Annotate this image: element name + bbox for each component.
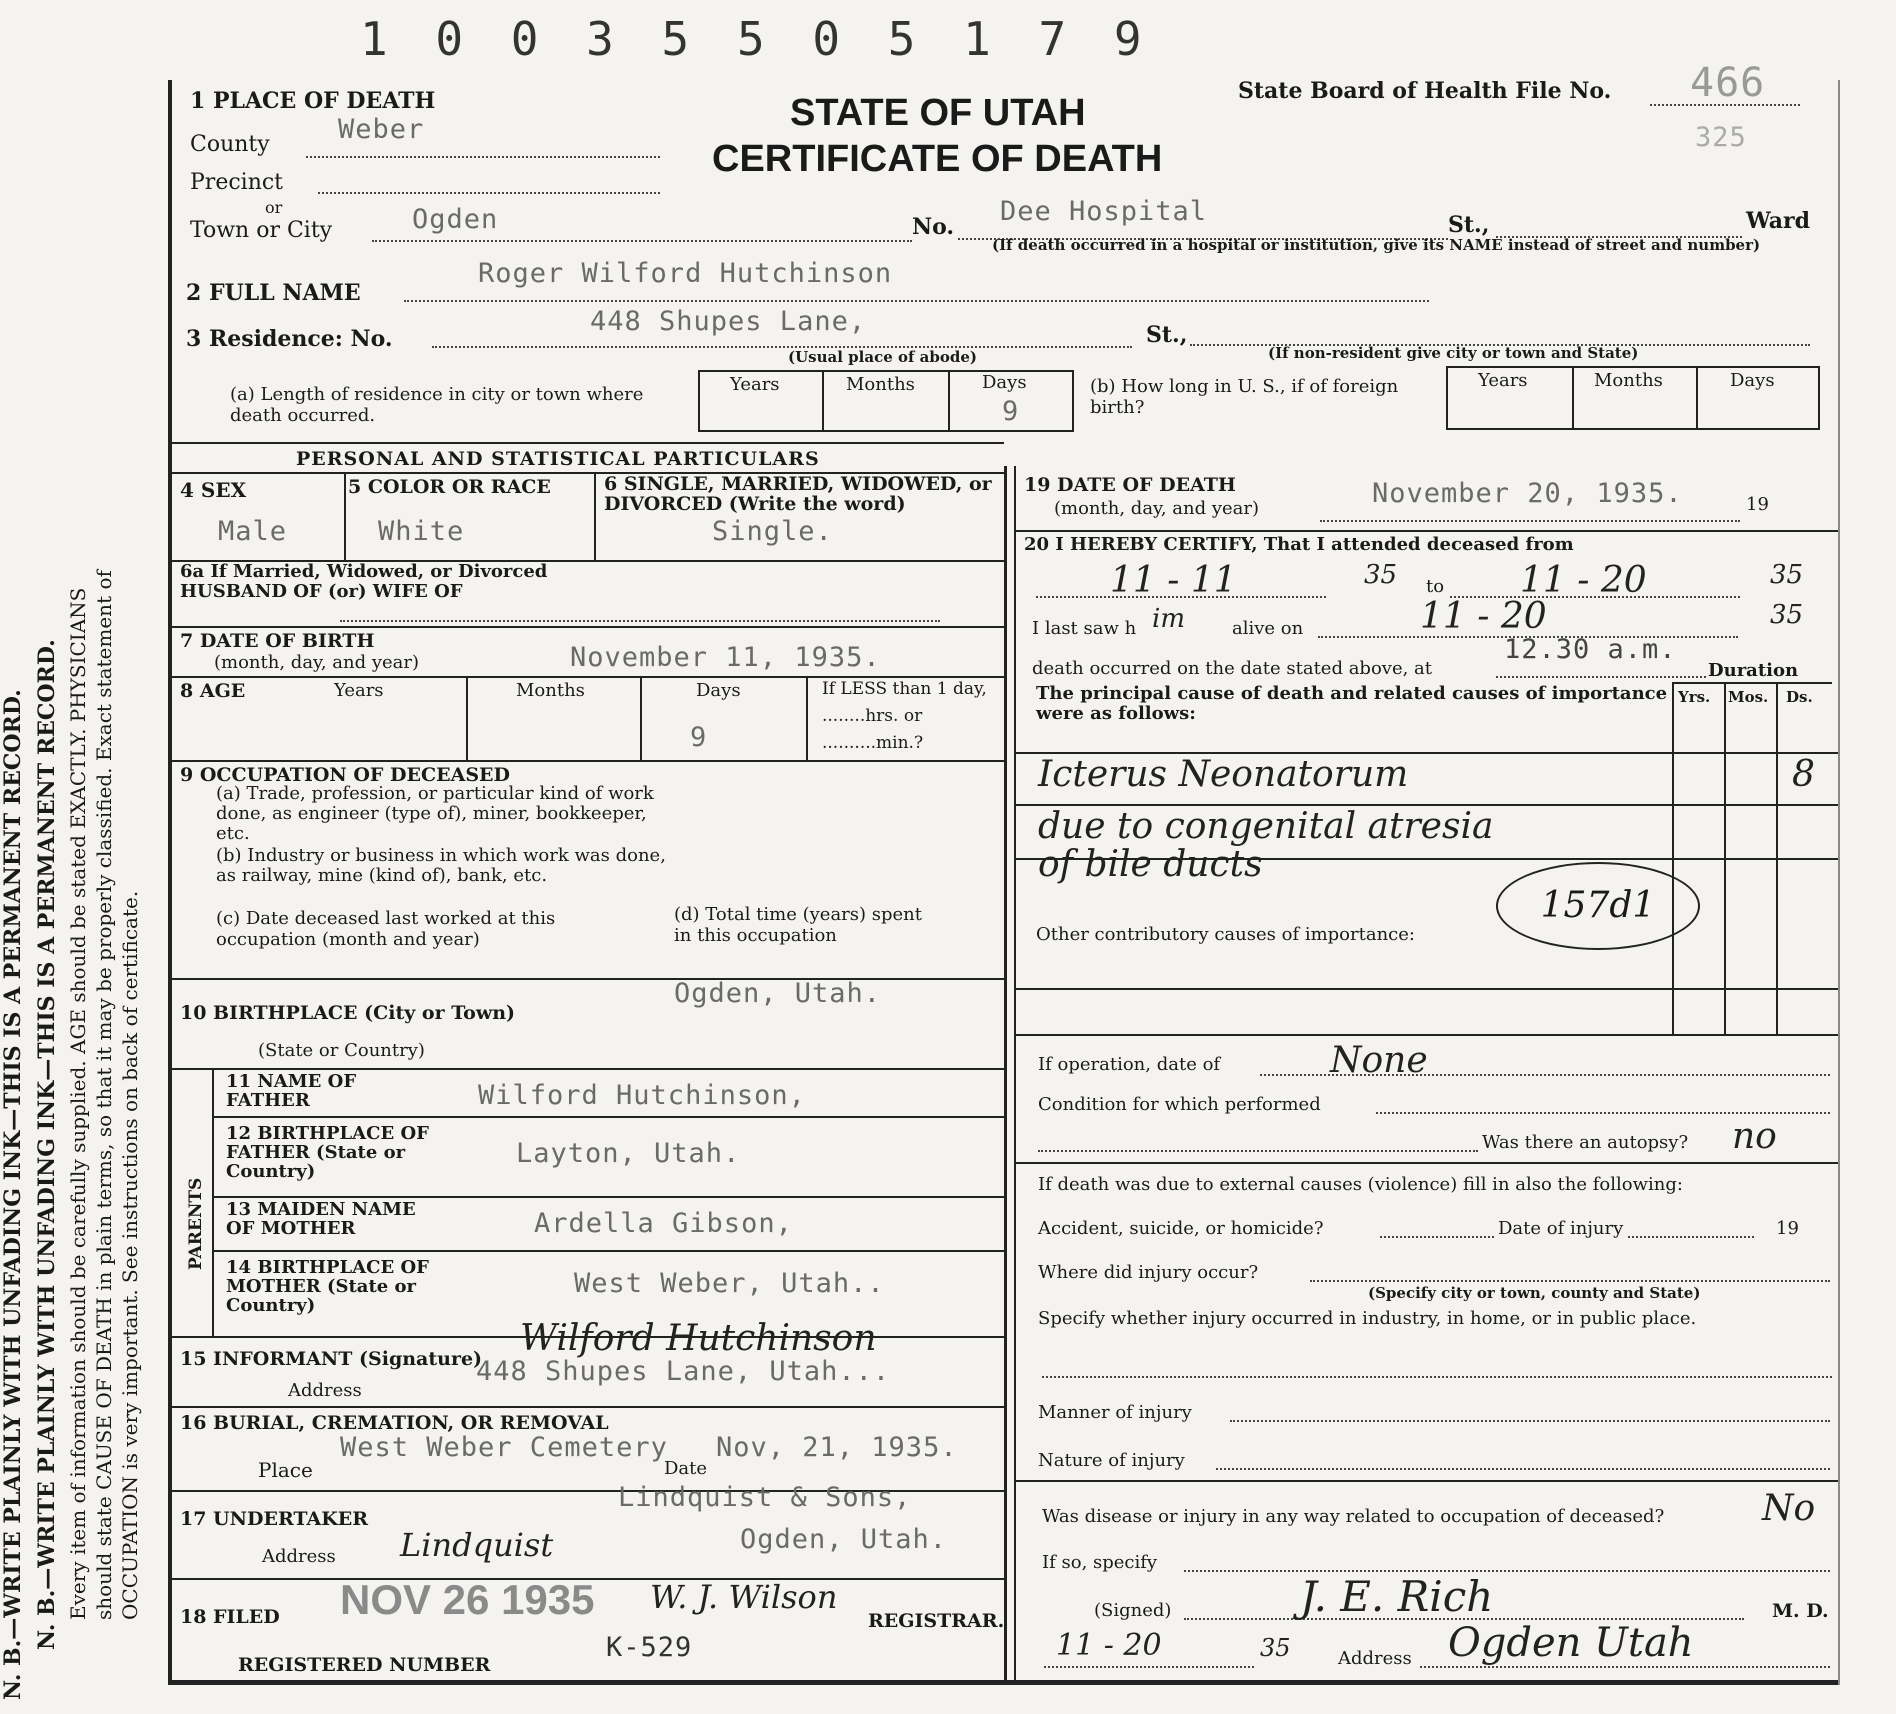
birthplace-label: 10 BIRTHPLACE (City or Town) bbox=[180, 1002, 516, 1024]
physician-sign-year: 35 bbox=[1260, 1634, 1291, 1662]
us-length-label: (b) How long in U. S., if of foreign birth? bbox=[1090, 376, 1399, 418]
parents-label: PARENTS bbox=[186, 1177, 206, 1270]
us-months-header: Months bbox=[1594, 370, 1663, 391]
signed-label: (Signed) bbox=[1094, 1600, 1172, 1621]
marital-label: 6 SINGLE, MARRIED, WIDOWED, or DIVORCED (Write the word) bbox=[604, 473, 992, 515]
state-title: STATE OF UTAH bbox=[790, 92, 1086, 134]
undertaker-address-label: Address bbox=[262, 1546, 336, 1567]
burial-place-value: West Weber Cemetery bbox=[340, 1432, 668, 1463]
race-value: White bbox=[378, 516, 465, 547]
other-causes-label: Other contributory causes of importance: bbox=[1036, 924, 1415, 945]
age-label: 8 AGE bbox=[180, 680, 246, 702]
undertaker-address: Ogden, Utah. bbox=[740, 1524, 948, 1555]
undertaker-label: 17 UNDERTAKER bbox=[180, 1508, 369, 1530]
dob-value: November 11, 1935. bbox=[570, 642, 881, 673]
occupation-related-value: No bbox=[1762, 1488, 1816, 1529]
date-of-death-sub: (month, day, and year) bbox=[1054, 498, 1260, 519]
certificate-stamp-number: 1 0 0 3 5 5 0 5 1 7 9 bbox=[360, 12, 1152, 66]
full-name-value: Roger Wilford Hutchinson bbox=[478, 258, 893, 289]
mother-label: 13 MAIDEN NAME OF MOTHER bbox=[226, 1199, 416, 1239]
injury-date-label: Date of injury bbox=[1498, 1218, 1624, 1239]
res-years-header: Years bbox=[730, 374, 780, 395]
duration-label: Duration bbox=[1708, 660, 1799, 681]
spouse-label: 6a If Married, Widowed, or Divorced HUSBAND OF (or) WIFE OF bbox=[180, 561, 548, 602]
mother-birthplace-label: 14 BIRTHPLACE OF MOTHER (State or Country) bbox=[226, 1257, 429, 1316]
place-of-death-label: 1 PLACE OF DEATH bbox=[190, 88, 436, 114]
father-label: 11 NAME OF FATHER bbox=[226, 1071, 357, 1111]
occupation-label: 9 OCCUPATION OF DECEASED bbox=[180, 764, 511, 786]
undertaker-value: Lindquist & Sons, bbox=[618, 1482, 912, 1513]
side-note-1b: N. B.—WRITE PLAINLY WITH UNFADING INK—THIS IS A PERMANENT RECORD. bbox=[34, 639, 60, 1650]
registrar-signature: W. J. Wilson bbox=[650, 1578, 838, 1616]
certify-label: 20 I HEREBY CERTIFY, That I attended deceased from bbox=[1024, 534, 1574, 555]
hospital-note: (If death occurred in a hospital or institution, give its NAME instead of street and number) bbox=[992, 236, 1761, 254]
informant-signature: Wilford Hutchinson bbox=[520, 1318, 877, 1359]
sex-value: Male bbox=[218, 516, 288, 547]
condition-label: Condition for which performed bbox=[1038, 1094, 1321, 1115]
father-value: Wilford Hutchinson, bbox=[478, 1080, 806, 1111]
informant-address: 448 Shupes Lane, Utah... bbox=[476, 1356, 891, 1387]
father-birthplace-label: 12 BIRTHPLACE OF FATHER (State or Country) bbox=[226, 1123, 429, 1182]
dod-year-prefix: 19 bbox=[1746, 494, 1769, 515]
registered-number-value: K-529 bbox=[606, 1632, 693, 1663]
occupation-c: (c) Date deceased last worked at this occupation (month and year) bbox=[216, 908, 556, 950]
ward-label: Ward bbox=[1746, 208, 1811, 234]
st-label: St., bbox=[1448, 212, 1490, 238]
to-label: to bbox=[1426, 576, 1445, 597]
date-of-death-value: November 20, 1935. bbox=[1372, 478, 1683, 509]
full-name-label: 2 FULL NAME bbox=[186, 280, 361, 306]
county-label: County bbox=[190, 132, 270, 157]
manner-label: Manner of injury bbox=[1038, 1402, 1192, 1423]
physician-address-label: Address bbox=[1338, 1648, 1412, 1669]
physician-signature: J. E. Rich bbox=[1300, 1572, 1494, 1621]
side-note-2: Every item of information should be carefully supplied. AGE should be stated EXACTLY. PHYSICIANS bbox=[66, 587, 90, 1620]
accident-label: Accident, suicide, or homicide? bbox=[1038, 1218, 1324, 1239]
cause-duration-days: 8 bbox=[1792, 754, 1815, 795]
town-value: Ogden bbox=[412, 204, 499, 235]
if-so-label: If so, specify bbox=[1042, 1552, 1158, 1573]
age-months-header: Months bbox=[516, 680, 585, 701]
cause-line-2: due to congenital atresia bbox=[1038, 806, 1494, 847]
file-no-value-2: 325 bbox=[1695, 122, 1747, 153]
nonresident-note: (If non-resident give city or town and State) bbox=[1268, 344, 1639, 362]
mos-header: Mos. bbox=[1728, 688, 1769, 706]
attended-to-date: 11 - 20 bbox=[1520, 560, 1647, 601]
cause-line-1: Icterus Neonatorum bbox=[1038, 754, 1409, 795]
age-days-value: 9 bbox=[690, 722, 708, 753]
file-no-value: 466 bbox=[1690, 60, 1766, 106]
us-days-header: Days bbox=[1730, 370, 1775, 391]
precinct-label: Precinct bbox=[190, 170, 284, 195]
burial-place-label: Place bbox=[258, 1458, 313, 1482]
res-days-value: 9 bbox=[1002, 396, 1020, 427]
residence-value: 448 Shupes Lane, bbox=[590, 306, 867, 337]
no-label: No. bbox=[912, 214, 955, 240]
burial-date-label: Date bbox=[664, 1458, 708, 1479]
birthplace-value: Ogden, Utah. bbox=[674, 978, 882, 1009]
physician-sign-date: 11 - 20 bbox=[1056, 1628, 1162, 1663]
sex-label: 4 SEX bbox=[180, 478, 247, 502]
occupation-d: (d) Total time (years) spent in this occupation bbox=[674, 904, 923, 946]
side-note-1: N. B.—WRITE PLAINLY WITH UNFADING INK—THIS IS A PERMANENT RECORD. bbox=[0, 689, 26, 1700]
where-injury-sub: (Specify city or town, county and State) bbox=[1368, 1284, 1701, 1302]
cause-line-3: of bile ducts bbox=[1038, 844, 1263, 885]
operation-value: None bbox=[1330, 1040, 1428, 1081]
file-no-label: State Board of Health File No. bbox=[1238, 78, 1612, 104]
age-years-header: Years bbox=[334, 680, 384, 701]
undertaker-signature: Lindquist bbox=[400, 1526, 554, 1564]
registered-number-label: REGISTERED NUMBER bbox=[238, 1654, 491, 1676]
dob-label: 7 DATE OF BIRTH bbox=[180, 630, 375, 652]
marital-value: Single. bbox=[712, 516, 833, 547]
occupation-b: (b) Industry or business in which work was done, as railway, mine (kind of), bank, etc. bbox=[216, 845, 666, 886]
last-saw-year: 35 bbox=[1770, 600, 1804, 630]
residence-label: 3 Residence: No. bbox=[186, 326, 393, 352]
res-months-header: Months bbox=[846, 374, 915, 395]
death-time-label: death occurred on the date stated above, at bbox=[1032, 658, 1433, 679]
father-birthplace-value: Layton, Utah. bbox=[516, 1138, 741, 1169]
hospital-value: Dee Hospital bbox=[1000, 196, 1208, 227]
attended-to-year: 35 bbox=[1770, 560, 1804, 590]
alive-on-label: alive on bbox=[1232, 618, 1304, 639]
res-days-header: Days bbox=[982, 372, 1027, 393]
operation-label: If operation, date of bbox=[1038, 1054, 1221, 1075]
less-than-label: If LESS than 1 day, ........hrs. or ..........min.? bbox=[822, 679, 987, 753]
informant-address-label: Address bbox=[288, 1380, 362, 1401]
filed-stamp: NOV 26 1935 bbox=[340, 1576, 595, 1623]
occupation-related-label: Was disease or injury in any way related to occupation of deceased? bbox=[1042, 1506, 1665, 1527]
autopsy-label: Was there an autopsy? bbox=[1482, 1132, 1689, 1153]
last-saw-date: 11 - 20 bbox=[1420, 596, 1547, 637]
registrar-label: REGISTRAR. bbox=[868, 1610, 1005, 1632]
age-days-header: Days bbox=[696, 680, 741, 701]
cause-label: The principal cause of death and related causes of importance were as follows: bbox=[1036, 683, 1668, 724]
dob-sub: (month, day, and year) bbox=[214, 652, 420, 673]
usual-abode-note: (Usual place of abode) bbox=[788, 348, 977, 366]
center-divider bbox=[1004, 466, 1007, 1680]
specify-injury-label: Specify whether injury occurred in industry, in home, or in public place. bbox=[1038, 1308, 1697, 1329]
us-years-header: Years bbox=[1478, 370, 1528, 391]
external-causes-label: If death was due to external causes (violence) fill in also the following: bbox=[1038, 1174, 1683, 1195]
left-border bbox=[168, 80, 172, 1680]
date-of-death-label: 19 DATE OF DEATH bbox=[1024, 474, 1236, 496]
autopsy-value: no bbox=[1732, 1116, 1777, 1157]
last-saw-label: I last saw h bbox=[1032, 618, 1137, 639]
certificate-title: CERTIFICATE OF DEATH bbox=[712, 138, 1163, 180]
death-time-value: 12.30 a.m. bbox=[1504, 634, 1677, 665]
filed-label: 18 FILED bbox=[180, 1606, 280, 1628]
him-value: im bbox=[1152, 604, 1185, 634]
occupation-a: (a) Trade, profession, or particular kind of work done, as engineer (type of), miner, bookkeeper, etc. bbox=[216, 783, 654, 844]
classification-code: 157d1 bbox=[1496, 862, 1700, 950]
town-label: Town or City bbox=[190, 218, 333, 243]
residence-length-label: (a) Length of residence in city or town where death occurred. bbox=[230, 384, 644, 426]
md-label: M. D. bbox=[1772, 1600, 1829, 1622]
mother-birthplace-value: West Weber, Utah.. bbox=[574, 1268, 885, 1299]
physician-address: Ogden Utah bbox=[1448, 1620, 1694, 1666]
injury-year-prefix: 19 bbox=[1776, 1218, 1799, 1239]
yrs-header: Yrs. bbox=[1678, 688, 1711, 706]
burial-date-value: Nov, 21, 1935. bbox=[716, 1432, 958, 1463]
race-label: 5 COLOR OR RACE bbox=[348, 476, 551, 498]
bottom-border bbox=[168, 1680, 1838, 1685]
ds-header: Ds. bbox=[1786, 688, 1813, 706]
or-label: or bbox=[265, 198, 283, 217]
nature-label: Nature of injury bbox=[1038, 1450, 1185, 1471]
right-border bbox=[1838, 80, 1840, 1685]
burial-label: 16 BURIAL, CREMATION, OR REMOVAL bbox=[180, 1412, 609, 1434]
informant-label: 15 INFORMANT (Signature) bbox=[180, 1348, 483, 1370]
mother-value: Ardella Gibson, bbox=[534, 1208, 793, 1239]
side-note-4: OCCUPATION is very important. See instructions on back of certificate. bbox=[118, 890, 142, 1620]
county-value: Weber bbox=[338, 114, 425, 145]
side-note-3: should state CAUSE OF DEATH in plain terms, so that it may be properly classified. Exact statement of bbox=[92, 570, 116, 1620]
birthplace-sub: (State or Country) bbox=[258, 1040, 425, 1061]
attended-from-date: 11 - 11 bbox=[1110, 560, 1237, 601]
personal-section-title: PERSONAL AND STATISTICAL PARTICULARS bbox=[296, 448, 820, 470]
where-injury-label: Where did injury occur? bbox=[1038, 1262, 1259, 1283]
residence-st-label: St., bbox=[1146, 322, 1188, 348]
attended-from-year: 35 bbox=[1364, 560, 1398, 590]
